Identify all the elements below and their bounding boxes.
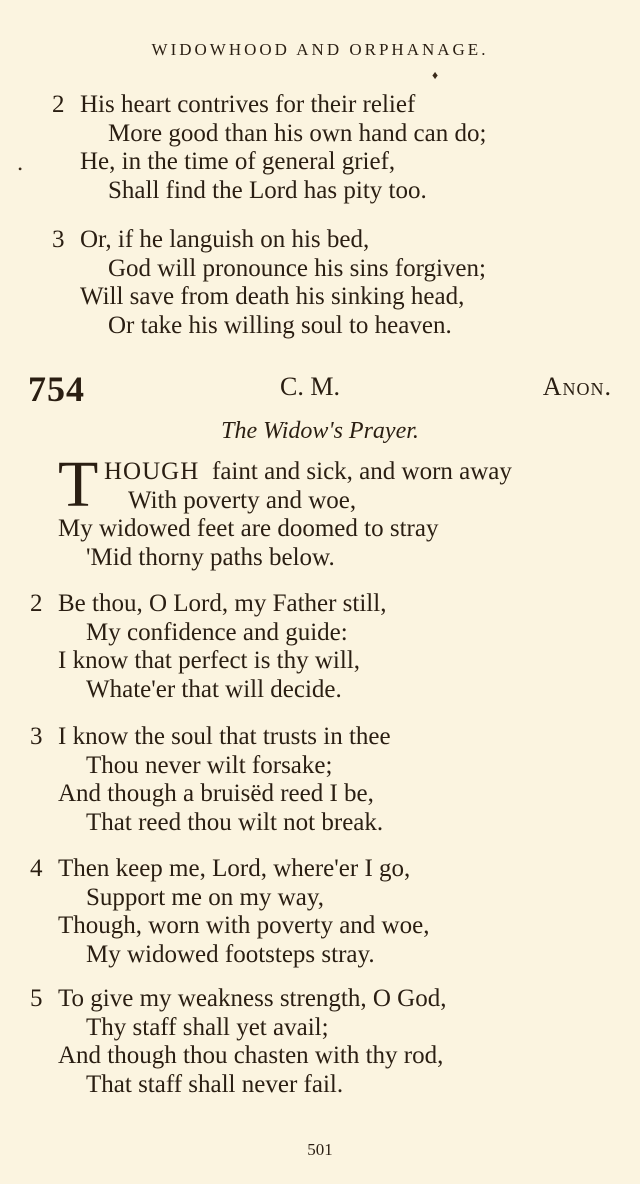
first-word-rest: HOUGH <box>104 458 200 485</box>
verse-text: He, in the time of general grief, <box>80 148 396 175</box>
verse-text: Or, if he languish on his bed, <box>80 226 370 253</box>
hymn-number: 754 <box>28 369 85 409</box>
verse-text: My confidence and guide: <box>86 618 348 646</box>
verse-text: My widowed footsteps stray. <box>86 940 375 968</box>
verse-text: Thy staff shall yet avail; <box>86 1013 329 1041</box>
verse-line <box>0 985 640 1014</box>
stanza-number: 2 <box>52 91 65 118</box>
verse-line <box>0 91 640 120</box>
verse-line <box>0 723 640 752</box>
verse-line <box>0 148 640 177</box>
verse-text: To give my weakness strength, O God, <box>58 985 447 1012</box>
verse-text: Shall find the Lord has pity too. <box>108 176 427 204</box>
stanza-number: 5 <box>30 985 43 1012</box>
verse-line <box>0 619 640 648</box>
verse-line <box>0 312 640 341</box>
verse-text: Support me on my way, <box>86 883 324 911</box>
verse-line <box>0 752 640 781</box>
verse-line <box>0 647 640 676</box>
verse-line <box>0 487 640 516</box>
hymn-stanza-3 <box>0 723 640 837</box>
verse-text: I know the soul that trusts in thee <box>58 723 391 750</box>
verse-text: God will pronounce his sins forgiven; <box>108 254 486 282</box>
hymn-title: The Widow's Prayer. <box>221 418 419 444</box>
printer-mark-left: • <box>18 162 23 176</box>
verse-line <box>0 1014 640 1043</box>
verse-text: That staff shall never fail. <box>86 1070 344 1098</box>
verse-text: faint and sick, and worn away <box>212 458 512 485</box>
verse-text: More good than his own hand can do; <box>108 119 487 147</box>
verse-text: With poverty and woe, <box>128 486 357 514</box>
stanza-number: 3 <box>52 226 65 253</box>
continued-stanza-2 <box>0 91 640 205</box>
verse-text: Then keep me, Lord, where'er I go, <box>58 855 411 882</box>
verse-text: Though, worn with poverty and woe, <box>58 912 430 939</box>
verse-text: I know that perfect is thy will, <box>58 647 361 674</box>
running-head: WIDOWHOOD AND ORPHANAGE. <box>151 40 489 59</box>
verse-line <box>0 809 640 838</box>
verse-line <box>0 515 640 544</box>
hymn-author: Anon. <box>542 372 612 401</box>
verse-line <box>0 941 640 970</box>
verse-line <box>0 255 640 284</box>
stanza-number: 4 <box>30 855 43 882</box>
verse-line <box>0 590 640 619</box>
verse-line <box>0 1042 640 1071</box>
verse-line <box>0 1071 640 1100</box>
verse-line <box>0 780 640 809</box>
hymn-stanza-4 <box>0 855 640 969</box>
stanza-number: 3 <box>30 723 43 750</box>
verse-text: Whate'er that will decide. <box>86 675 342 703</box>
page-number: 501 <box>307 1140 333 1159</box>
verse-text: Or take his willing soul to heaven. <box>108 311 452 339</box>
verse-text: Be thou, O Lord, my Father still, <box>58 590 387 617</box>
verse-text: His heart contrives for their relief <box>80 91 416 118</box>
verse-line <box>0 884 640 913</box>
verse-text: Thou never wilt forsake; <box>86 751 333 779</box>
hymn-meter: C. M. <box>280 372 340 401</box>
hymn-stanza-5 <box>0 985 640 1099</box>
verse-line <box>0 177 640 206</box>
verse-line <box>0 544 640 573</box>
verse-line <box>0 283 640 312</box>
verse-text: And though thou chasten with thy rod, <box>58 1042 444 1069</box>
verse-line <box>0 912 640 941</box>
verse-line <box>0 120 640 149</box>
verse-text: 'Mid thorny paths below. <box>86 543 335 571</box>
drop-cap: T <box>58 448 99 521</box>
printer-mark-top: ♦ <box>432 68 439 82</box>
verse-text: That reed thou wilt not break. <box>86 808 384 836</box>
verse-text: And though a bruisëd reed I be, <box>58 780 374 807</box>
hymn-stanza-2 <box>0 590 640 704</box>
hymn-stanza-1 <box>0 458 640 572</box>
verse-line <box>0 676 640 705</box>
verse-text: My widowed feet are doomed to stray <box>58 515 439 542</box>
verse-line <box>0 458 640 487</box>
verse-text: Will save from death his sinking head, <box>80 283 465 310</box>
stanza-number: 2 <box>30 590 43 617</box>
continued-stanza-3 <box>0 226 640 340</box>
verse-line <box>0 855 640 884</box>
verse-line <box>0 226 640 255</box>
